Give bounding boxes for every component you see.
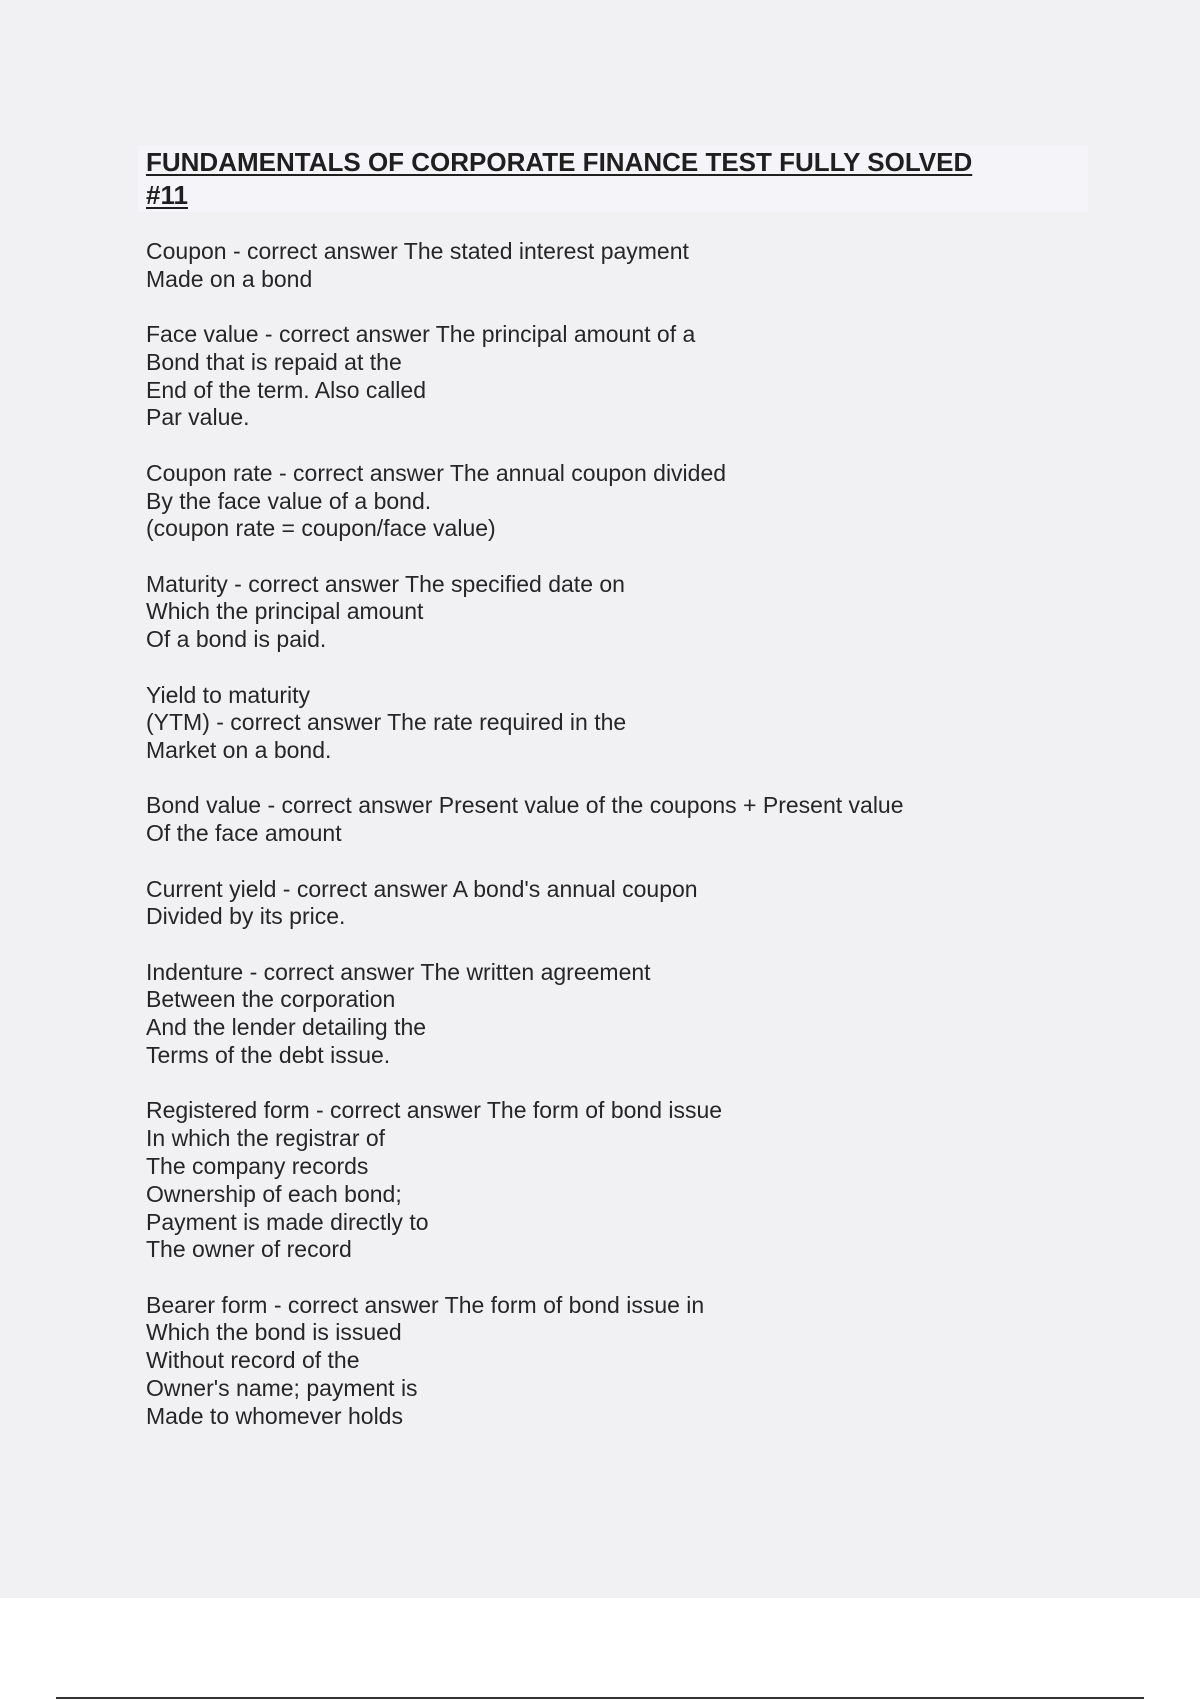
qa-line: The company records <box>146 1152 369 1179</box>
qa-line: Coupon rate - correct answer The annual coupon divided <box>146 459 727 486</box>
page-divider <box>56 1697 1144 1699</box>
qa-item-bond-value <box>146 792 1046 848</box>
qa-item-yield-to-maturity <box>146 682 1046 765</box>
qa-line: Which the bond is issued <box>146 1319 402 1346</box>
qa-item-maturity <box>146 571 1046 654</box>
qa-line: Which the principal amount <box>146 598 424 625</box>
qa-line: Maturity - correct answer The specified date on <box>146 570 625 597</box>
qa-line: Terms of the debt issue. <box>146 1042 391 1069</box>
qa-item-bearer-form <box>146 1292 1046 1431</box>
qa-item-face-value <box>146 321 1046 432</box>
qa-item-indenture <box>146 959 1046 1070</box>
qa-line: Bond value - correct answer Present value of the coupons + Present value <box>146 792 904 819</box>
qa-line: Ownership of each bond; <box>146 1180 402 1207</box>
qa-line: Payment is made directly to <box>146 1208 429 1235</box>
qa-line: Without record of the <box>146 1347 360 1374</box>
qa-line: End of the term. Also called <box>146 376 426 403</box>
qa-line: Par value. <box>146 404 250 431</box>
qa-line: Current yield - correct answer A bond's annual coupon <box>146 875 698 902</box>
qa-line: Coupon - correct answer The stated interest payment <box>146 238 689 264</box>
qa-item-coupon-rate <box>146 460 1046 543</box>
qa-line: By the face value of a bond. <box>146 487 432 514</box>
qa-line: In which the registrar of <box>146 1125 386 1152</box>
qa-line: Market on a bond. <box>146 737 332 764</box>
qa-line: Divided by its price. <box>146 903 346 930</box>
qa-line: (YTM) - correct answer The rate required in the <box>146 709 627 736</box>
qa-line: The owner of record <box>146 1236 352 1263</box>
qa-item-registered-form <box>146 1097 1046 1264</box>
qa-item-current-yield <box>146 876 1046 932</box>
qa-line: Bond that is repaid at the <box>146 348 402 375</box>
qa-line: Of a bond is paid. <box>146 626 327 653</box>
qa-line: Of the face amount <box>146 820 342 847</box>
qa-line: Yield to maturity <box>146 681 311 708</box>
document-title: FUNDAMENTALS OF CORPORATE FINANCE TEST FULLY SOLVED #11 <box>146 147 973 210</box>
qa-line: Indenture - correct answer The written agreement <box>146 958 651 985</box>
qa-line: Owner's name; payment is <box>146 1375 418 1401</box>
qa-item-coupon <box>146 238 1046 294</box>
qa-line: Bearer form - correct answer The form of bond issue in <box>146 1291 705 1318</box>
qa-line: Face value - correct answer The principal amount of a <box>146 321 696 348</box>
qa-line: Made on a bond <box>146 265 313 292</box>
qa-line: Registered form - correct answer The form of bond issue <box>146 1097 723 1124</box>
qa-line: And the lender detailing the <box>146 1014 427 1041</box>
qa-line: (coupon rate = coupon/face value) <box>146 515 496 542</box>
qa-line: Made to whomever holds <box>146 1402 403 1429</box>
qa-line: Between the corporation <box>146 986 396 1013</box>
qa-list <box>146 238 1046 1458</box>
